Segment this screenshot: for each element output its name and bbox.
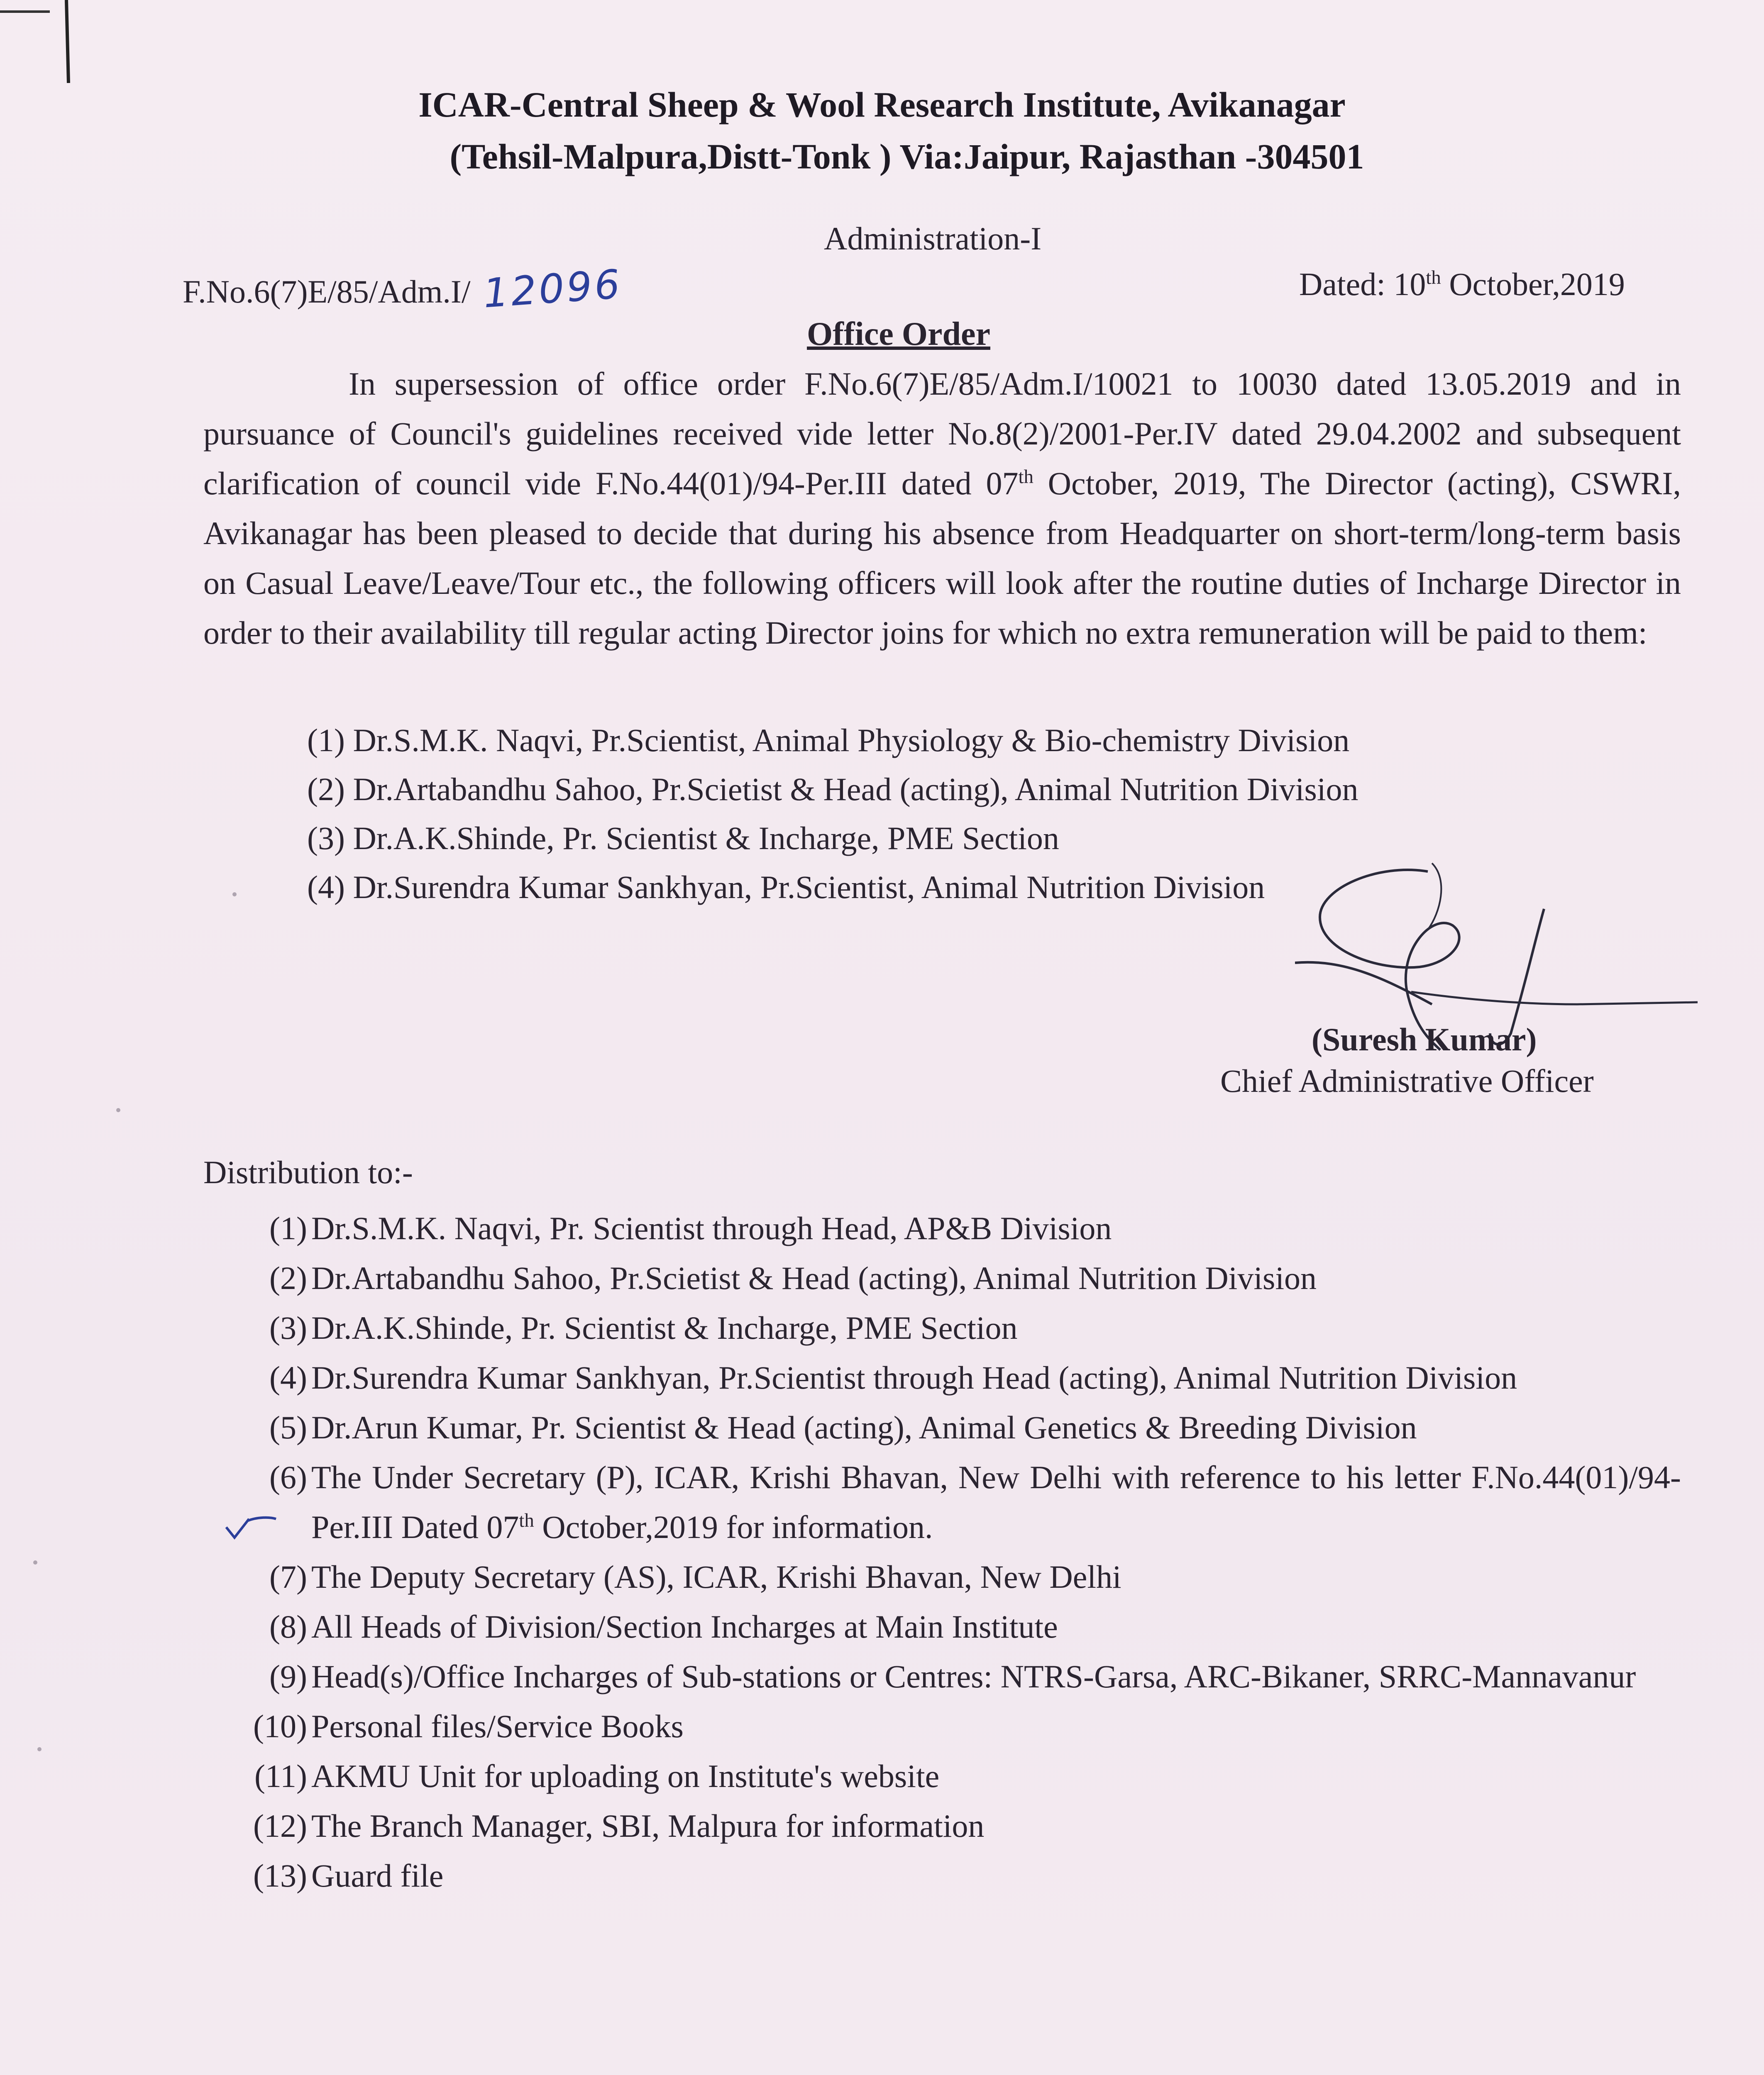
item-text: Guard file xyxy=(311,1858,444,1894)
distribution-item xyxy=(232,1801,1681,1851)
file-number xyxy=(183,261,624,317)
item-number: (3) xyxy=(269,1310,307,1346)
section-label: Administration-I xyxy=(824,220,1042,256)
distribution-item xyxy=(232,1403,1681,1452)
item-text: Head(s)/Office Incharges of Sub-stations or Centres: NTRS-Garsa, ARC-Bikaner, SRRC-Mannavanur xyxy=(311,1658,1636,1694)
item-number: (1) xyxy=(269,1210,307,1246)
item-text: Dr.Surendra Kumar Sankhyan, Pr.Scientist through Head (acting), Animal Nutrition Division xyxy=(311,1360,1517,1396)
letterhead-address: (Tehsil-Malpura,Distt-Tonk ) Via:Jaipur, Rajasthan -304501 xyxy=(450,137,1364,176)
letterhead xyxy=(0,79,1764,183)
distribution-item xyxy=(232,1702,1681,1751)
date-rest: October,2019 xyxy=(1441,266,1625,302)
distribution-item xyxy=(232,1751,1681,1801)
item-number: (7) xyxy=(269,1559,307,1595)
letterhead-institute: ICAR-Central Sheep & Wool Research Institute, Avikanagar xyxy=(418,85,1346,124)
item-number: (6) xyxy=(269,1459,307,1495)
distribution-item xyxy=(232,1851,1681,1901)
item-text-part2: October,2019 for information. xyxy=(534,1509,933,1545)
item-number: (13) xyxy=(253,1858,307,1894)
officer-list xyxy=(307,716,1358,912)
item-text: AKMU Unit for uploading on Institute's website xyxy=(311,1758,940,1794)
distribution-item xyxy=(232,1552,1681,1602)
officer-item: (2) Dr.Artabandhu Sahoo, Pr.Scietist & Head (acting), Animal Nutrition Division xyxy=(307,771,1358,807)
item-text: Dr.A.K.Shinde, Pr. Scientist & Incharge, PME Section xyxy=(311,1310,1018,1346)
item-text xyxy=(311,1452,1681,1552)
item-number: (12) xyxy=(253,1808,307,1844)
distribution-item xyxy=(232,1652,1681,1702)
scan-speck xyxy=(116,1108,120,1112)
item-text: The Branch Manager, SBI, Malpura for information xyxy=(311,1808,985,1844)
distribution-item xyxy=(232,1253,1681,1303)
distribution-item xyxy=(232,1353,1681,1403)
item-number: (9) xyxy=(269,1658,307,1694)
handwritten-file-number: 12096 xyxy=(481,261,624,317)
scan-speck xyxy=(37,1747,42,1751)
officer-item: (4) Dr.Surendra Kumar Sankhyan, Pr.Scientist, Animal Nutrition Division xyxy=(307,869,1265,905)
item-number: (5) xyxy=(269,1409,307,1445)
order-date xyxy=(1299,266,1625,303)
distribution-item xyxy=(232,1303,1681,1353)
distribution-list xyxy=(232,1204,1681,1901)
item-text: Personal files/Service Books xyxy=(311,1708,684,1744)
officer-item: (1) Dr.S.M.K. Naqvi, Pr.Scientist, Animal Physiology & Bio-chemistry Division xyxy=(307,722,1350,758)
item-number: (10) xyxy=(253,1708,307,1744)
item-number: (8) xyxy=(269,1609,307,1645)
distribution-item xyxy=(232,1602,1681,1652)
file-number-prefix: F.No.6(7)E/85/Adm.I/ xyxy=(183,273,471,310)
order-body-sup: th xyxy=(1018,466,1033,488)
item-number: (11) xyxy=(254,1758,307,1794)
signatory-designation: Chief Administrative Officer xyxy=(1220,1063,1594,1099)
item-number: (4) xyxy=(269,1360,307,1396)
item-text-sup: th xyxy=(519,1510,534,1531)
scan-speck xyxy=(33,1560,37,1565)
officer-item: (3) Dr.A.K.Shinde, Pr. Scientist & Incharge, PME Section xyxy=(307,820,1059,856)
order-body-part1: In supersession of office order F.No.6(7)E/85/Adm.I/10021 to 10030 dated 13.05.2019 and in pursuance of Council's guidelines received vide letter No.8(2)/2001-Per.IV dated 29.04.2002 and subsequent clarification of council vide F.No.44(01)/94-Per.III dated 07 xyxy=(203,366,1681,501)
date-suffix: th xyxy=(1426,267,1441,288)
order-body xyxy=(203,359,1681,658)
order-body-part2: October, 2019, The Director (acting), CSWRI, Avikanagar has been pleased to decide that during his absence from Headquarter on short-term/long-term basis on Casual Leave/Leave/Tour etc., the following officers will look after the routine duties of Incharge Director in order to their availability till regular acting Director joins for which no extra remuneration will be paid to them: xyxy=(203,465,1681,651)
item-text: All Heads of Division/Section Incharges at Main Institute xyxy=(311,1609,1058,1645)
scan-edge-mark xyxy=(0,0,71,83)
item-text-part1: The Under Secretary (P), ICAR, Krishi Bhavan, New Delhi with reference to his letter F.No.44(01)/94-Per.III Dated 07 xyxy=(311,1459,1681,1545)
item-text: The Deputy Secretary (AS), ICAR, Krishi Bhavan, New Delhi xyxy=(311,1559,1121,1595)
item-text: Dr.Arun Kumar, Pr. Scientist & Head (acting), Animal Genetics & Breeding Division xyxy=(311,1409,1417,1445)
date-label: Dated: 10 xyxy=(1299,266,1426,302)
document-title: Office Order xyxy=(807,316,990,352)
scan-speck xyxy=(232,892,237,896)
distribution-item xyxy=(232,1204,1681,1253)
distribution-heading: Distribution to:- xyxy=(203,1154,413,1190)
item-text: Dr.S.M.K. Naqvi, Pr. Scientist through Head, AP&B Division xyxy=(311,1210,1112,1246)
signatory-name: (Suresh Kumar) xyxy=(1312,1021,1537,1057)
item-text: Dr.Artabandhu Sahoo, Pr.Scietist & Head (acting), Animal Nutrition Division xyxy=(311,1260,1317,1296)
distribution-item xyxy=(232,1452,1681,1552)
item-number: (2) xyxy=(269,1260,307,1296)
